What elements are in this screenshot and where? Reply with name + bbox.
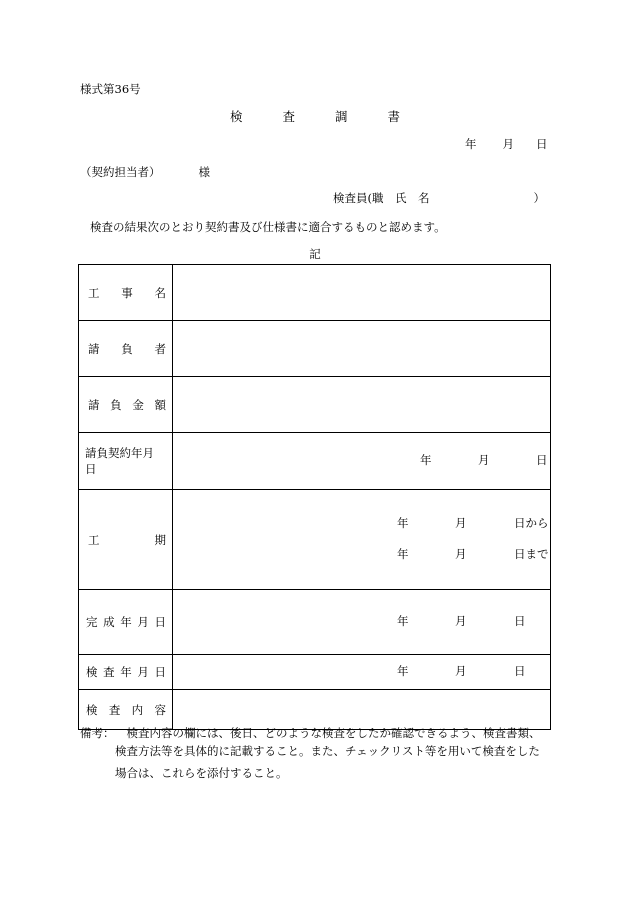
- label-char: 月: [137, 665, 149, 679]
- period-to-month: 月: [455, 547, 467, 561]
- inspector-close: ）: [533, 191, 545, 205]
- row-contractor: [79, 321, 551, 377]
- label-char: 負: [121, 341, 133, 356]
- label-char: 工: [88, 285, 100, 300]
- completion-date-value[interactable]: [173, 590, 551, 655]
- completion-year: 年: [397, 614, 409, 628]
- label-char: 請: [88, 397, 100, 412]
- document-title: [0, 111, 630, 124]
- label-cell: [79, 590, 173, 655]
- period-to-year: 年: [397, 547, 409, 561]
- label-char: 査: [108, 702, 121, 717]
- period-to-day: 日まで: [514, 547, 549, 561]
- label-char: 完: [86, 615, 98, 629]
- label-cell: [79, 490, 173, 590]
- label-char: 請: [88, 341, 100, 356]
- label-cell: [79, 655, 173, 690]
- inspection-year: 年: [397, 664, 409, 678]
- amount-value[interactable]: [173, 377, 551, 433]
- row-contract-date: [79, 433, 551, 490]
- period-from-year: 年: [397, 516, 409, 530]
- notes-label: 備考：: [80, 726, 115, 740]
- row-completion-date: [79, 590, 551, 655]
- label-char: 金: [132, 397, 144, 412]
- title-char: 検: [229, 109, 243, 124]
- label-char: 成: [103, 615, 115, 629]
- label-cell: [79, 690, 173, 730]
- label-cell: [79, 265, 173, 321]
- inspection-content-value[interactable]: [173, 690, 551, 730]
- form-number: 様式第36号: [80, 82, 141, 96]
- document-date: [465, 139, 548, 151]
- notes-line-1: [80, 728, 541, 740]
- label-char: 年: [120, 615, 132, 629]
- contractor-line: [80, 167, 210, 179]
- date-day: 日: [536, 137, 548, 151]
- contract-date-value[interactable]: [173, 433, 551, 490]
- label-char: 年: [120, 665, 132, 679]
- inspector-line: [333, 193, 545, 205]
- label-cell: [79, 377, 173, 433]
- title-char: 査: [282, 109, 295, 124]
- contractor-label: （契約担当者）: [80, 165, 161, 179]
- inspector-label: 検査員(職 氏 名: [333, 191, 430, 205]
- contract-day: 日: [536, 453, 548, 467]
- date-month: 月: [502, 137, 514, 151]
- ki-marker: 記: [309, 247, 321, 261]
- notes-line-2: 検査方法等を具体的に記載すること。また、チェックリスト等を用いて検査をした: [115, 744, 540, 758]
- label-char: 者: [154, 341, 166, 356]
- label-char: 検: [86, 665, 98, 679]
- row-inspection-date: [79, 655, 551, 690]
- label-char: 検: [86, 702, 98, 717]
- label-char: 容: [154, 702, 166, 717]
- row-amount: [79, 377, 551, 433]
- notes-text: 検査内容の欄には、後日、どのような検査をしたか確認できるよう、検査書類、: [126, 726, 541, 740]
- label-char: 期: [154, 532, 166, 547]
- completion-day: 日: [514, 614, 526, 628]
- label-text: 請負契約年月日: [85, 446, 154, 476]
- completion-month: 月: [455, 614, 467, 628]
- row-inspection-content: [79, 690, 551, 730]
- statement: 検査の結果次のとおり契約書及び仕様書に適合するものと認めます。: [90, 220, 446, 234]
- row-period: [79, 490, 551, 590]
- period-from-month: 月: [455, 516, 467, 530]
- label-char: 日: [154, 615, 166, 629]
- inspection-month: 月: [455, 664, 467, 678]
- work-name-value[interactable]: [173, 265, 551, 321]
- label-cell: [79, 433, 173, 490]
- label-cell: [79, 321, 173, 377]
- label-char: 月: [137, 615, 149, 629]
- period-from-day: 日から: [514, 516, 549, 530]
- inspection-table: [78, 264, 551, 730]
- inspection-date-value[interactable]: [173, 655, 551, 690]
- row-work-name: [79, 265, 551, 321]
- label-char: 名: [154, 285, 166, 300]
- label-char: 負: [110, 397, 122, 412]
- label-char: 内: [131, 702, 144, 717]
- period-value[interactable]: [173, 490, 551, 590]
- contractor-honorific: 様: [198, 165, 210, 179]
- contractor-value[interactable]: [173, 321, 551, 377]
- notes-line-3: 場合は、これらを添付すること。: [115, 766, 288, 780]
- title-char: 調: [335, 109, 348, 124]
- label-char: 査: [103, 665, 115, 679]
- inspection-day: 日: [514, 664, 526, 678]
- label-char: 日: [154, 665, 166, 679]
- contract-month: 月: [478, 453, 490, 467]
- label-char: 事: [121, 285, 133, 300]
- label-char: 額: [154, 397, 166, 412]
- date-year: 年: [465, 137, 477, 151]
- contract-year: 年: [420, 453, 432, 467]
- title-char: 書: [387, 109, 401, 124]
- label-char: 工: [88, 532, 100, 547]
